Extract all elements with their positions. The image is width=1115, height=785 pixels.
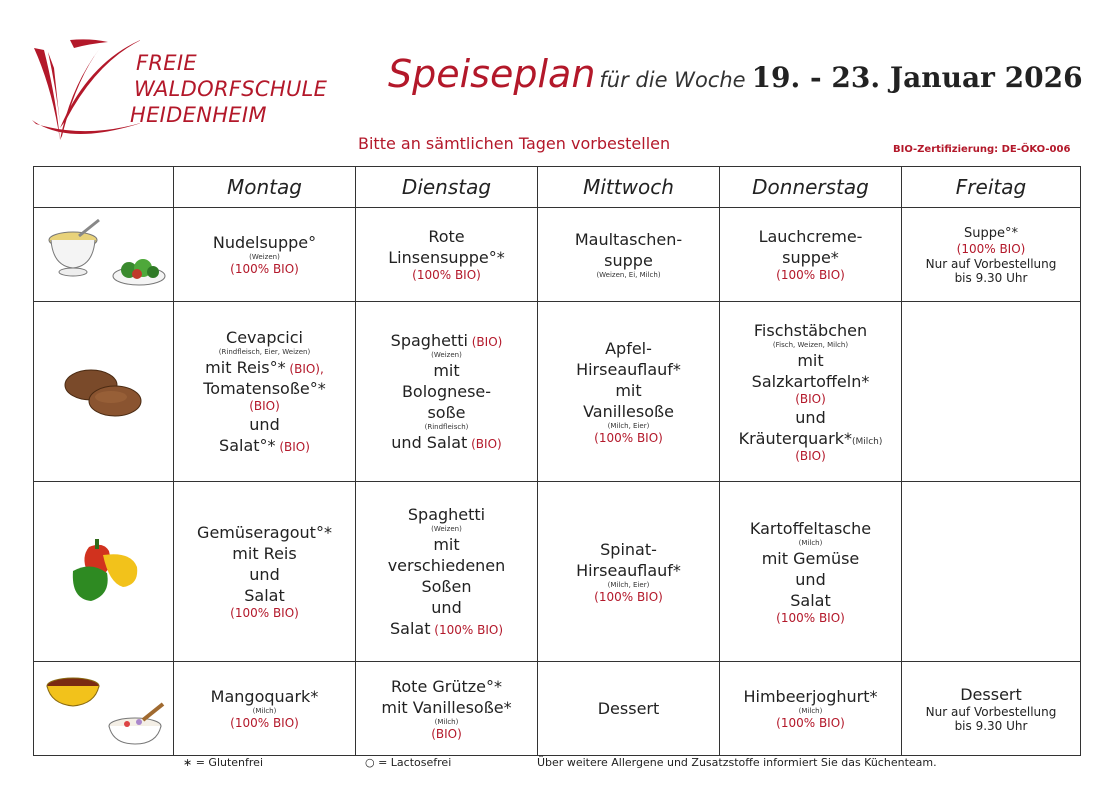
menu-row [34,662,1081,756]
dish-line: mit [433,361,460,380]
menu-cell [174,302,356,482]
dish-line: Soßen [421,577,472,596]
corner-cell [34,167,174,208]
allergen-note: (Weizen) [431,351,462,359]
bio-label: (100% BIO) [776,268,845,282]
soup-and-salad-icon [39,279,169,298]
dish-line: Tomatensoße°* [203,379,326,398]
allergen-note: (Rindfleisch) [424,423,469,431]
day-header-row [34,167,1081,208]
menu-cell [902,302,1081,482]
day-monday: Montag [174,167,356,208]
dish-line: Dessert [597,699,660,718]
dish-line: Bolognese- [401,382,492,401]
bio-label: (BIO) [249,399,280,413]
title-subtitle: für die Woche [599,68,746,92]
bio-label: (100% BIO) [594,589,663,604]
row-image-cell [34,662,174,756]
menu-row [34,302,1081,482]
preorder-note: Nur auf Vorbestellung [925,256,1057,271]
dish-line: soße [427,403,466,422]
dish-line: und [249,565,280,584]
bio-label: (100% BIO) [230,262,299,276]
dish-line: mit [797,350,824,370]
bio-label: (100% BIO) [230,606,299,620]
dish-line: und [431,598,462,617]
school-logo [30,28,330,148]
dish-line: Nudelsuppe° [212,233,317,252]
dish-line: Gemüseragout°* [197,523,332,542]
dish-line: Mangoquark* [210,687,319,706]
allergen-note: (Milch) [851,436,883,447]
bio-label: (100% BIO) [230,716,299,730]
bio-label: (BIO) [275,440,310,454]
bio-certification: BIO-Zertifizierung: DE-ÖKO-006 [893,144,1071,155]
bell-peppers-icon [39,596,169,615]
dish-line: Linsensuppe°* [388,248,505,267]
menu-cell [720,208,902,302]
bio-label: (100% BIO) [776,716,845,730]
menu-cell [720,302,902,482]
bio-label: (BIO) [431,726,462,741]
menu-cell [720,662,902,756]
bio-label: (BIO) [795,391,826,406]
menu-cell [538,302,720,482]
allergen-note: (Milch) [252,707,277,715]
dish-line: verschiedenen [387,556,506,575]
row-image-cell [34,482,174,662]
day-tuesday: Dienstag [356,167,538,208]
preorder-notice: Bitte an sämtlichen Tagen vorbestellen [358,134,671,153]
bio-label: (100% BIO) [430,623,503,637]
dish-line: mit Vanillesoße* [381,697,512,717]
menu-table [33,166,1081,756]
allergen-note: (Milch, Eier) [607,421,650,430]
dish-line: Dessert [960,685,1022,704]
dish-line: Salat [244,586,285,605]
dish-line: mit Gemüse [761,548,860,568]
dish-line: mit [433,535,460,554]
allergen-note: (Fisch, Weizen, Milch) [772,340,849,349]
allergen-note: (Milch) [434,717,459,726]
allergen-note: (Rindfleisch, Eier, Weizen) [218,348,311,356]
dish-line: Suppe°* [964,225,1018,241]
dish-line: und Salat (BIO) [391,433,502,452]
preorder-note: bis 9.30 Uhr [954,270,1028,285]
logo-line-2: WALDORFSCHULE [134,77,328,101]
legend-gluten: ∗ = Glutenfrei [183,756,264,769]
menu-cell [538,482,720,662]
preorder-note: bis 9.30 Uhr [954,719,1028,733]
menu-cell [174,662,356,756]
bio-label: (100% BIO) [594,430,663,445]
dessert-bowls-icon [39,733,169,752]
menu-cell [720,482,902,662]
dish-line: suppe* [782,248,839,267]
logo-line-1: FREIE [136,51,197,75]
allergen-info: Über weitere Allergene und Zusatzstoffe informiert Sie das Küchenteam. [537,756,937,769]
menu-cell [174,482,356,662]
dish-line: und [795,407,826,427]
row-image-cell [34,208,174,302]
allergen-note: (Weizen, Ei, Milch) [596,271,661,279]
title-date: 19. - 23. Januar 2026 [751,61,1083,94]
menu-cell [356,482,538,662]
dish-line: Fischstäbchen [753,320,868,340]
menu-row [34,208,1081,302]
dish-line: mit Reis°* (BIO), [205,358,324,377]
day-thursday: Donnerstag [720,167,902,208]
allergen-note: (Milch) [798,538,823,547]
dish-line: suppe [604,251,653,270]
dish-line: Kartoffeltasche [749,518,872,538]
menu-cell [538,208,720,302]
menu-cell [356,302,538,482]
dish-line: Hirseauflauf* [576,359,681,379]
menu-cell [902,482,1081,662]
dish-line: Apfel- [605,338,652,358]
bio-label: (BIO), [285,362,324,376]
dish-line: Hirseauflauf* [576,560,681,580]
menu-cell [902,208,1081,302]
day-friday: Freitag [902,167,1081,208]
dish-line: und [249,415,280,434]
dish-line: Kräuterquark*(Milch) [738,428,883,448]
row-image-cell [34,302,174,482]
dish-line: Vanillesoße [583,401,674,421]
menu-cell [174,208,356,302]
dish-line: und [795,569,826,589]
bio-label: (BIO) [467,437,502,451]
menu-cell [538,662,720,756]
dish-line: Salzkartoffeln* [751,371,870,391]
menu-cell [902,662,1081,756]
menu-row [34,482,1081,662]
dish-line: Salat (100% BIO) [390,619,503,638]
menu-cell [356,208,538,302]
allergen-note: (Weizen) [431,525,462,533]
bio-label: (100% BIO) [956,241,1026,256]
preorder-note: Nur auf Vorbestellung [925,705,1057,719]
logo-line-3: HEIDENHEIM [130,103,267,127]
allergen-note: (Milch) [798,707,823,715]
bio-label: (100% BIO) [776,610,845,625]
meat-patties-icon [39,416,169,435]
day-wednesday: Mittwoch [538,167,720,208]
dish-line: Spaghetti [407,505,486,524]
dish-line: Spinat- [600,539,657,559]
bio-label: (BIO) [467,335,503,349]
page-title [388,52,1083,96]
logo-emblem-icon [30,28,140,148]
dish-line: Maultaschen- [574,230,683,249]
dish-line: mit [615,380,642,400]
menu-cell [356,662,538,756]
bio-label: (BIO) [795,448,826,463]
dish-line: Cevapcici [226,328,303,347]
allergen-note: (Milch, Eier) [607,580,650,589]
title-main: Speiseplan [388,52,596,96]
legend-lactose: ○ = Lactosefrei [365,756,452,769]
dish-line: Rote [428,227,465,246]
allergen-note: (Weizen) [249,253,280,261]
dish-line: Spaghetti (BIO) [390,331,503,350]
dish-line: Himbeerjoghurt* [743,687,878,706]
dish-line: Salat [790,590,831,610]
dish-line: Rote Grütze°* [390,676,503,696]
dish-line: Lauchcreme- [758,227,863,246]
dish-line: mit Reis [232,544,297,563]
dish-line: Salat°* (BIO) [219,436,310,455]
bio-label: (100% BIO) [412,268,481,282]
